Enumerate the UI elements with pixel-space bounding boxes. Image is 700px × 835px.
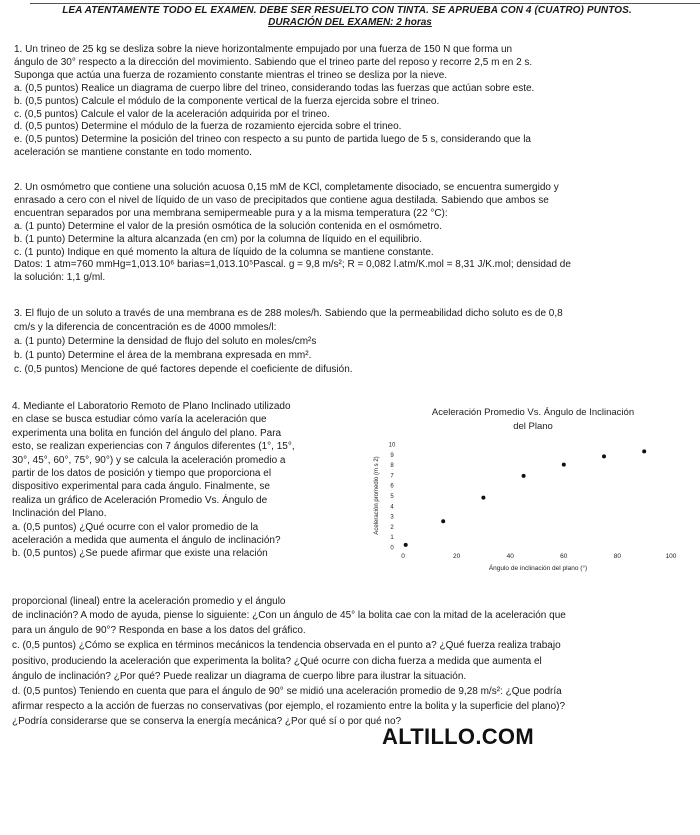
x-tick-label: 60 [560, 553, 568, 560]
question-1-line: d. (0,5 puntos) Determine el módulo de la fuerza de rozamiento ejercida sobre el trineo. [14, 121, 402, 133]
question-2-line: b. (1 punto) Determine la altura alcanzada (en cm) por la columna de líquido en el equilibrio. [14, 233, 423, 245]
question-1-line: ángulo de 30° respecto a la dirección del movimiento. Sabiendo que el trineo parte del reposo y recorre 2,5 m en 2 s. [14, 56, 533, 68]
y-tick-label: 7 [390, 473, 394, 480]
question-4-line: 4. Mediante el Laboratorio Remoto de Plano Inclinado utilizado [12, 401, 291, 412]
data-point [602, 454, 606, 458]
x-tick-label: 0 [401, 553, 405, 560]
question-3-line: b. (1 punto) Determine el área de la membrana expresada en mm². [14, 350, 312, 361]
question-4-line: dispositivo experimental para cada ángulo. Finalmente, se [12, 481, 270, 493]
question-2 [14, 182, 686, 285]
question-1-line: a. (0,5 puntos) Realice un diagrama de cuerpo libre del trineo, considerando todas las fuerzas que actúan sobre este. [14, 82, 535, 94]
question-4-line: ¿Podría considerarse que se conserva la energía mecánica? ¿Por qué sí o por qué no? [12, 716, 402, 728]
question-4-line: d. (0,5 puntos) Teniendo en cuenta que para el ángulo de 90° se midió una aceleración promedio de 9,28 m/s²: ¿Que podría [12, 686, 562, 698]
data-point [404, 543, 408, 547]
question-4-line: partir de los datos de posición y tiempo que proporciona el [12, 468, 272, 480]
question-3-line: 3. El flujo de un soluto a través de una membrana es de 288 moles/h. Sabiendo que la permeabilidad dicho soluto es de 0,8 [14, 308, 563, 319]
chart-title: Aceleración Promedio Vs. Ángulo de Inclinación [431, 407, 635, 418]
exam-instructions: LEA ATENTAMENTE TODO EL EXAMEN. DEBE SER RESUELTO CON TINTA. SE APRUEBA CON 4 (CUATRO) PUNTOS. [62, 5, 632, 16]
exam-duration: DURACIÓN DEL EXAMEN: 2 horas [268, 17, 432, 28]
acceleration-chart [366, 400, 700, 580]
question-4-line: experimenta una bolita en función del ángulo del plano. Para [12, 427, 282, 439]
question-4 [12, 400, 354, 561]
x-tick-label: 100 [665, 553, 677, 560]
y-tick-label: 8 [390, 463, 394, 470]
question-1-line: b. (0,5 puntos) Calcule el módulo de la componente vertical de la fuerza ejercida sobre el trineo. [14, 95, 440, 107]
data-point [441, 519, 445, 523]
data-point [642, 449, 646, 453]
question-3 [14, 307, 686, 377]
question-4-line: esto, se realizan experiencias con 7 ángulos diferentes (1°, 15°, [12, 441, 295, 453]
y-axis-label: Aceleración promedio (m s 2) [374, 456, 380, 535]
question-4-line: a. (0,5 puntos) ¿Qué ocurre con el valor promedio de la [12, 521, 259, 533]
question-4-line: ángulo de inclinación? ¿Por qué? Puede realizar un diagrama de cuerpo libre para ilustrar la situación. [12, 670, 467, 682]
x-tick-label: 80 [613, 553, 622, 560]
question-4-continued [12, 596, 696, 730]
question-2-line: 2. Un osmómetro que contiene una solución acuosa 0,15 mM de KCl, completamente disociado, se encuentra sumergido y [14, 182, 559, 193]
question-4-line: proporcional (lineal) entre la aceleración promedio y el ángulo [12, 596, 286, 607]
question-4-line: aceleración a medida que aumenta el ángulo de inclinación? [12, 535, 281, 547]
data-point [522, 474, 526, 478]
y-tick-label: 10 [388, 442, 396, 449]
y-tick-label: 2 [390, 524, 394, 531]
chart-title-line-2: del Plano [513, 421, 553, 432]
question-2-line: enrasado a cero con el nivel de líquido de un vaso de precipitados que contiene agua destilada. Sabiendo que ambos se [14, 194, 549, 206]
question-1-line: c. (0,5 puntos) Calcule el valor de la aceleración adquirida por el trineo. [14, 108, 330, 120]
question-4-line: para un ángulo de 90°? Responda en base a los datos del gráfico. [12, 625, 306, 637]
question-2-line: a. (1 punto) Determine el valor de la presión osmótica de la solución contenida en el osmómetro. [14, 220, 443, 232]
x-tick-label: 40 [506, 553, 514, 560]
question-4-line: afirmar respecto a la acción de fuerzas no conservativas (por ejemplo, el rozamiento entre la bolita y la superficie del plano)? [12, 701, 566, 713]
question-3-line: a. (1 punto) Determine la densidad de flujo del soluto en moles/cm²s [14, 336, 317, 347]
y-tick-label: 5 [390, 494, 394, 500]
question-1-line: Suponga que actúa una fuerza de rozamiento constante mientras el trineo se desliza por la nieve. [14, 69, 448, 81]
top-border-line [30, 3, 700, 4]
question-3-line: c. (0,5 puntos) Mencione de qué factores depende el coeficiente de difusión. [14, 364, 353, 375]
question-4-line: realiza un gráfico de Aceleración Promedio Vs. Ángulo de [12, 494, 268, 506]
y-tick-label: 0 [390, 545, 394, 552]
question-4-line: c. (0,5 puntos) ¿Cómo se explica en términos mecánicos la tendencia observada en el punto a? ¿Qué fuerza realiza trabajo [12, 640, 561, 652]
question-1-line: aceleración se mantiene constante en todo momento. [14, 147, 252, 159]
y-tick-label: 3 [390, 514, 394, 521]
question-4-line: de inclinación? A modo de ayuda, piense lo siguiente: ¿Con un ángulo de 45° la bolita cae con la mitad de la aceleración que [12, 610, 566, 621]
question-1 [14, 44, 686, 160]
question-2-line: c. (1 punto) Indique en qué momento la altura de líquido de la columna se mantiene constante. [14, 246, 434, 258]
question-4-line: b. (0,5 puntos) ¿Se puede afirmar que existe una relación [12, 548, 268, 560]
question-2-line: Datos: 1 atm=760 mmHg=1,013.10⁶ barias=1,013.10⁵Pascal. g = 9,8 m/s²; R = 0,082 l.atm/K.mol = 8,31 J/K.mol; densidad de [14, 259, 571, 271]
y-tick-label: 1 [390, 535, 394, 542]
site-brand: ALTILLO.COM [382, 724, 534, 749]
question-1-line: 1. Un trineo de 25 kg se desliza sobre la nieve horizontalmente empujado por una fuerza de 150 N que forma un [14, 44, 513, 55]
question-4-line: positivo, produciendo la aceleración que experimenta la bolita? ¿Qué ocurre con dicha fuerza a medida que aumenta el [12, 655, 542, 667]
x-axis-label: Ángulo de inclinación del plano (°) [488, 565, 588, 572]
question-4-line: Inclinación del Plano. [12, 508, 107, 520]
question-3-line: cm/s y la diferencia de concentración es de 4000 mmoles/l: [14, 322, 277, 333]
y-tick-label: 4 [390, 504, 394, 511]
y-tick-label: 6 [390, 483, 394, 490]
data-point [481, 496, 485, 500]
acceleration-chart-svg [366, 400, 700, 580]
y-tick-label: 9 [390, 452, 394, 459]
question-1-line: e. (0,5 puntos) Determine la posición del trineo con respecto a su punto de partida luego de 5 s, considerando que la [14, 134, 531, 146]
data-point [562, 463, 566, 467]
question-4-line: en clase se busca estudiar cómo varía la aceleración que [12, 414, 267, 426]
question-2-line: la solución: 1,1 g/ml. [14, 272, 106, 284]
x-tick-label: 20 [452, 553, 461, 560]
question-2-line: encuentran separados por una membrana semipermeable pura y a la misma temperatura (22 °C): [14, 207, 448, 219]
question-4-line: 30°, 45°, 60°, 75°, 90°) y se calcula la aceleración promedio a [12, 454, 286, 466]
